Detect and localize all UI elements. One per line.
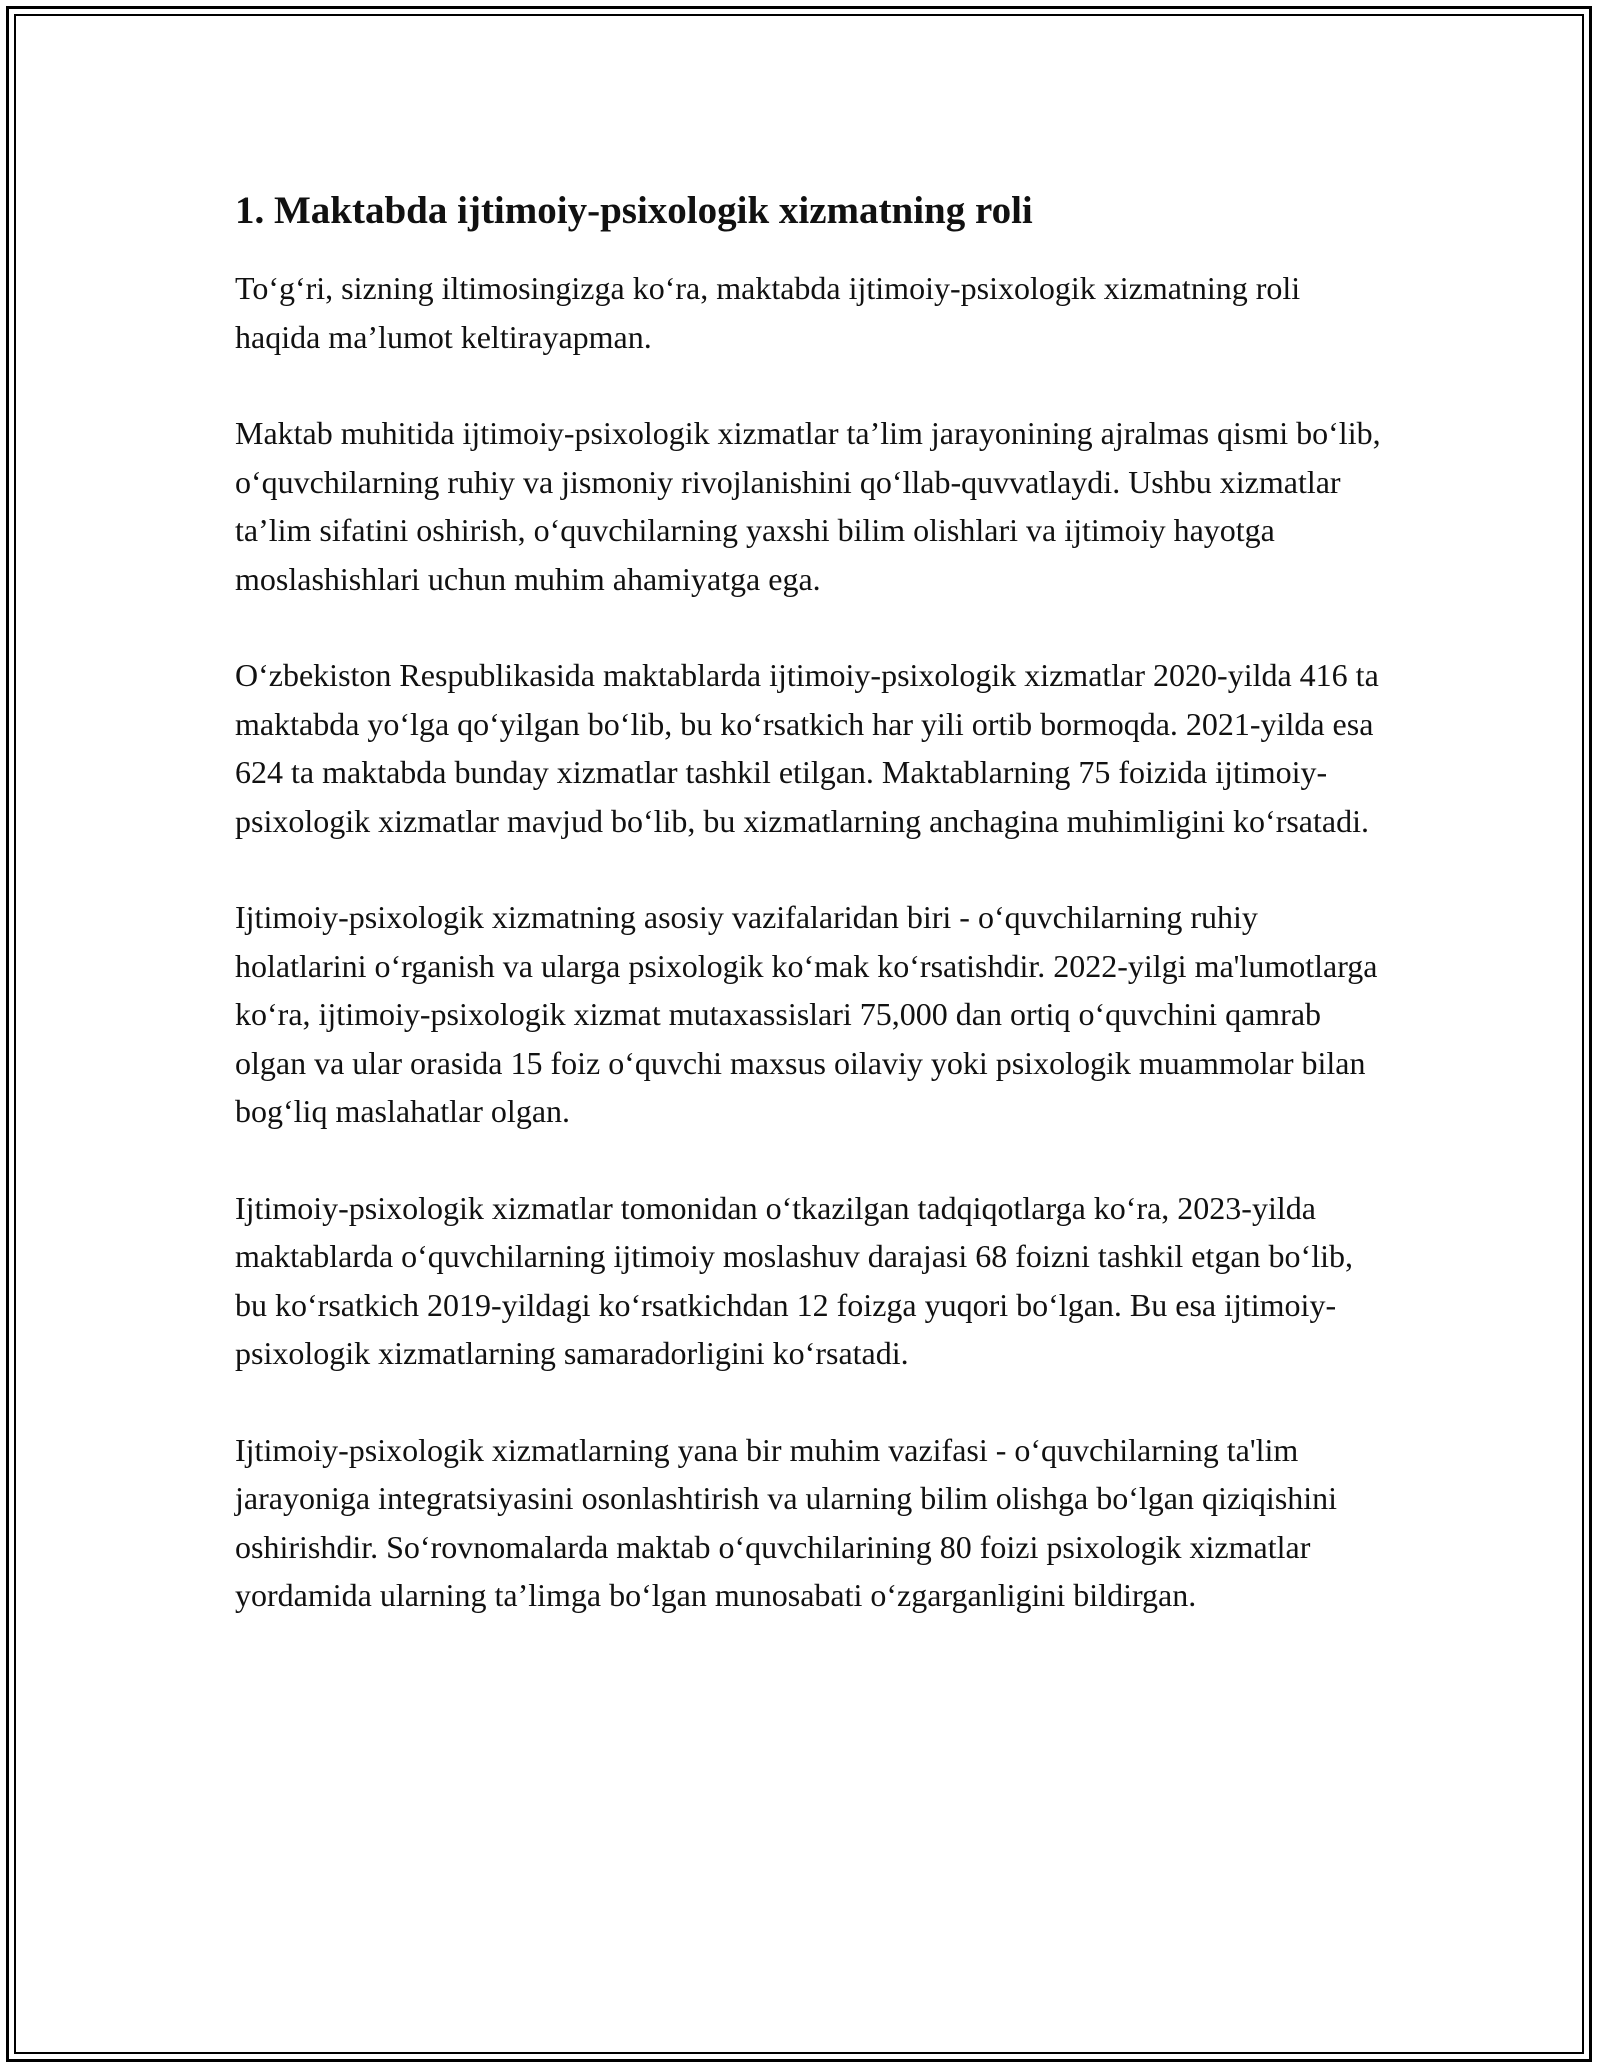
- paragraph-intro: To‘g‘ri, sizning iltimosingizga ko‘ra, maktabda ijtimoiy-psixologik xizmatning roli haqida ma’lumot keltirayapman.: [235, 270, 1301, 355]
- document-body: [235, 186, 1385, 1668]
- paragraph-uzbekistan-statistics: O‘zbekiston Respublikasida maktablarda ijtimoiy-psixologik xizmatlar 2020-yilda 416 ta maktabda yo‘lga qo‘yilgan bo‘lib, bu ko‘rsatkich har yili ortib bormoqda. 2021-yilda esa 624 ta maktabda bunday xizmatlar tashkil etilgan. Maktablarning 75 foizida ijtimoiy-psixologik xizmatlar mavjud bo‘lib, bu xizmatlarning anchagina muhimligini ko‘rsatadi.: [235, 657, 1379, 839]
- paragraph-integration: Ijtimoiy-psixologik xizmatlarning yana bir muhim vazifasi - o‘quvchilarning ta'lim jarayoniga integratsiyasini osonlashtirish va ularning bilim olishga bo‘lgan qiziqishini oshirishdir. So‘rovnomalarda maktab o‘quvchilarining 80 foizi psixologik xizmatlar yordamida ularning ta’limga bo‘lgan munosabati o‘zgarganligini bildirgan.: [235, 1431, 1338, 1613]
- paragraph-school-environment: Maktab muhitida ijtimoiy-psixologik xizmatlar ta’lim jarayonining ajralmas qismi bo‘lib, o‘quvchilarning ruhiy va jismoniy rivojlanishini qo‘llab-quvvatlaydi. Ushbu xizmatlar ta’lim sifatini oshirish, o‘quvchilarning yaxshi bilim olishlari va ijtimoiy hayotga moslashishlari uchun muhim ahamiyatga ega.: [235, 415, 1381, 597]
- paragraph-research-results: Ijtimoiy-psixologik xizmatlar tomonidan o‘tkazilgan tadqiqotlarga ko‘ra, 2023-yilda maktablarda o‘quvchilarning ijtimoiy moslashuv darajasi 68 foizni tashkil etgan bo‘lib, bu ko‘rsatkich 2019-yildagi ko‘rsatkichdan 12 foizga yuqori bo‘lgan. Bu esa ijtimoiy-psixologik xizmatlarning samaradorligini ko‘rsatadi.: [235, 1189, 1353, 1371]
- paragraph-main-tasks: Ijtimoiy-psixologik xizmatning asosiy vazifalaridan biri - o‘quvchilarning ruhiy holatlarini o‘rganish va ularga psixologik ko‘mak ko‘rsatishdir. 2022-yilgi ma'lumotlarga ko‘ra, ijtimoiy-psixologik xizmat mutaxassislari 75,000 dan ortiq o‘quvchini qamrab olgan va ular orasida 15 foiz o‘quvchi maxsus oilaviy yoki psixologik muammolar bilan bog‘liq maslahatlar olgan.: [235, 899, 1378, 1129]
- section-heading: 1. Maktabda ijtimoiy-psixologik xizmatning roli: [235, 189, 1033, 232]
